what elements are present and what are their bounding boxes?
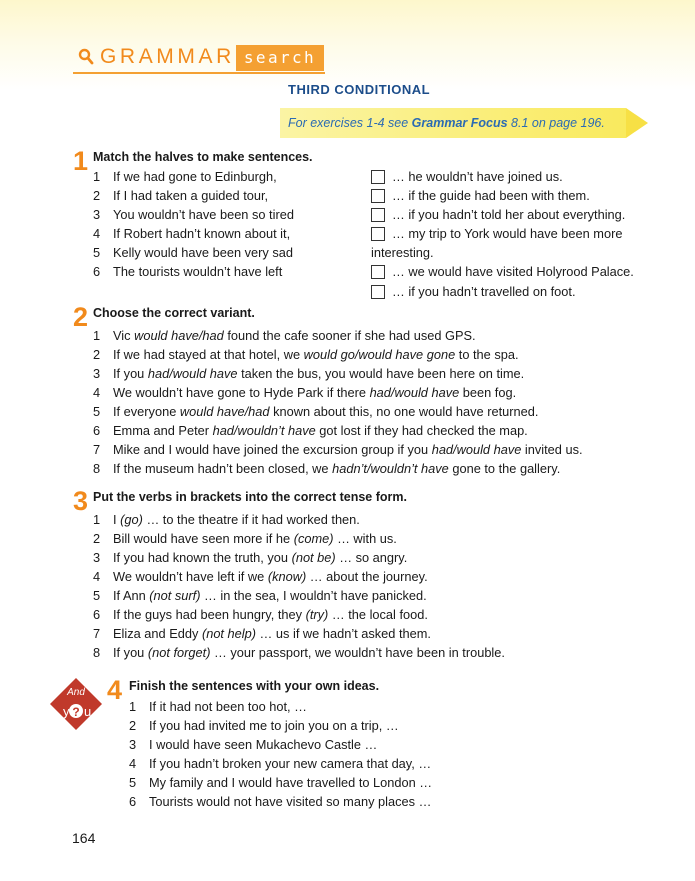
ex3-item: 3 If you had known the truth, you (not be) … so angry. <box>93 550 408 565</box>
ex2-item: 4 We wouldn’t have gone to Hyde Park if there had/would have been fog. <box>93 385 517 400</box>
badge-and-text: And <box>67 687 85 698</box>
ex1-ending: … my trip to York would have been more <box>392 226 623 241</box>
ex1-item: 5 Kelly would have been very sad <box>93 245 293 260</box>
exercise-1-title: Match the halves to make sentences. <box>93 150 313 164</box>
reference-banner-text: For exercises 1-4 see Grammar Focus 8.1 on page 196. <box>288 116 605 130</box>
ex1-item: 6 The tourists wouldn’t have left <box>93 264 283 279</box>
answer-checkbox[interactable] <box>371 189 385 203</box>
banner-arrow <box>626 108 648 138</box>
ex1-item: 2 If I had taken a guided tour, <box>93 188 269 203</box>
ex1-item: 3 You wouldn’t have been so tired <box>93 207 294 222</box>
ex3-item: 1 I (go) … to the theatre if it had worked then. <box>93 512 360 527</box>
ex1-ending: … he wouldn’t have joined us. <box>392 169 563 184</box>
badge-y-text: y <box>63 704 70 719</box>
ex3-item: 8 If you (not forget) … your passport, we wouldn’t have been in trouble. <box>93 645 505 660</box>
ex2-item: 1 Vic would have/had found the cafe sooner if she had used GPS. <box>93 328 476 343</box>
ex1-item: 1 If we had gone to Edinburgh, <box>93 169 277 184</box>
exercise-4-title: Finish the sentences with your own ideas. <box>129 679 380 693</box>
ex2-item: 6 Emma and Peter had/wouldn’t have got lost if they had checked the map. <box>93 423 528 438</box>
grammar-search-title: GRAMMAR <box>100 45 235 68</box>
ex3-item: 7 Eliza and Eddy (not help) … us if we hadn’t asked them. <box>93 626 431 641</box>
ex1-ending: … if you hadn’t travelled on foot. <box>392 284 576 299</box>
badge-u-text: u <box>84 704 92 719</box>
answer-checkbox[interactable] <box>371 170 385 184</box>
ex2-item: 8 If the museum hadn’t been closed, we hadn’t/wouldn’t have gone to the gallery. <box>93 461 561 476</box>
exercise-2-number: 2 <box>73 302 89 332</box>
ex3-item: 4 We wouldn’t have left if we (know) … about the journey. <box>93 569 428 584</box>
ex3-item: 6 If the guys had been hungry, they (try) … the local food. <box>93 607 428 622</box>
ex4-item: 1 If it had not been too hot, … <box>129 699 307 714</box>
grammar-search-tag: search <box>236 45 324 71</box>
answer-checkbox[interactable] <box>371 227 385 241</box>
ex2-item: 7 Mike and I would have joined the excursion group if you had/would have invited us. <box>93 442 583 457</box>
exercise-1-number: 1 <box>73 146 89 176</box>
exercise-2-title: Choose the correct variant. <box>93 306 255 320</box>
ex1-ending: … we would have visited Holyrood Palace. <box>392 264 634 279</box>
ex1-ending: … if the guide had been with them. <box>392 188 590 203</box>
exercise-4-number: 4 <box>107 675 123 705</box>
ex4-item: 6 Tourists would not have visited so many places … <box>129 794 432 809</box>
ex2-item: 5 If everyone would have/had known about this, no one would have returned. <box>93 404 539 419</box>
question-mark-icon: ? <box>72 705 80 719</box>
ex2-item: 3 If you had/would have taken the bus, you would have been here on time. <box>93 366 525 381</box>
ex4-item: 4 If you hadn’t broken your new camera that day, … <box>129 756 432 771</box>
exercise-3-title: Put the verbs in brackets into the correct tense form. <box>93 490 407 504</box>
ex4-item: 2 If you had invited me to join you on a trip, … <box>129 718 399 733</box>
ex2-item: 2 If we had stayed at that hotel, we would go/would have gone to the spa. <box>93 347 519 362</box>
answer-checkbox[interactable] <box>371 285 385 299</box>
magnifier-icon <box>78 48 94 66</box>
grammar-focus-link: Grammar Focus <box>411 116 508 130</box>
answer-checkbox[interactable] <box>371 208 385 222</box>
section-topic: THIRD CONDITIONAL <box>288 82 431 97</box>
and-you-badge <box>48 676 104 732</box>
ex1-ending-continuation: interesting. <box>371 245 434 260</box>
exercise-3-number: 3 <box>73 486 89 516</box>
ex4-item: 3 I would have seen Mukachevo Castle … <box>129 737 378 752</box>
ex3-item: 5 If Ann (not surf) … in the sea, I wouldn’t have panicked. <box>93 588 427 603</box>
ex4-item: 5 My family and I would have travelled to London … <box>129 775 433 790</box>
ex1-item: 4 If Robert hadn’t known about it, <box>93 226 291 241</box>
header-underline <box>73 72 325 74</box>
ex3-item: 2 Bill would have seen more if he (come) … with us. <box>93 531 397 546</box>
ex1-ending: … if you hadn’t told her about everything. <box>392 207 626 222</box>
answer-checkbox[interactable] <box>371 265 385 279</box>
page-number: 164 <box>72 830 96 846</box>
